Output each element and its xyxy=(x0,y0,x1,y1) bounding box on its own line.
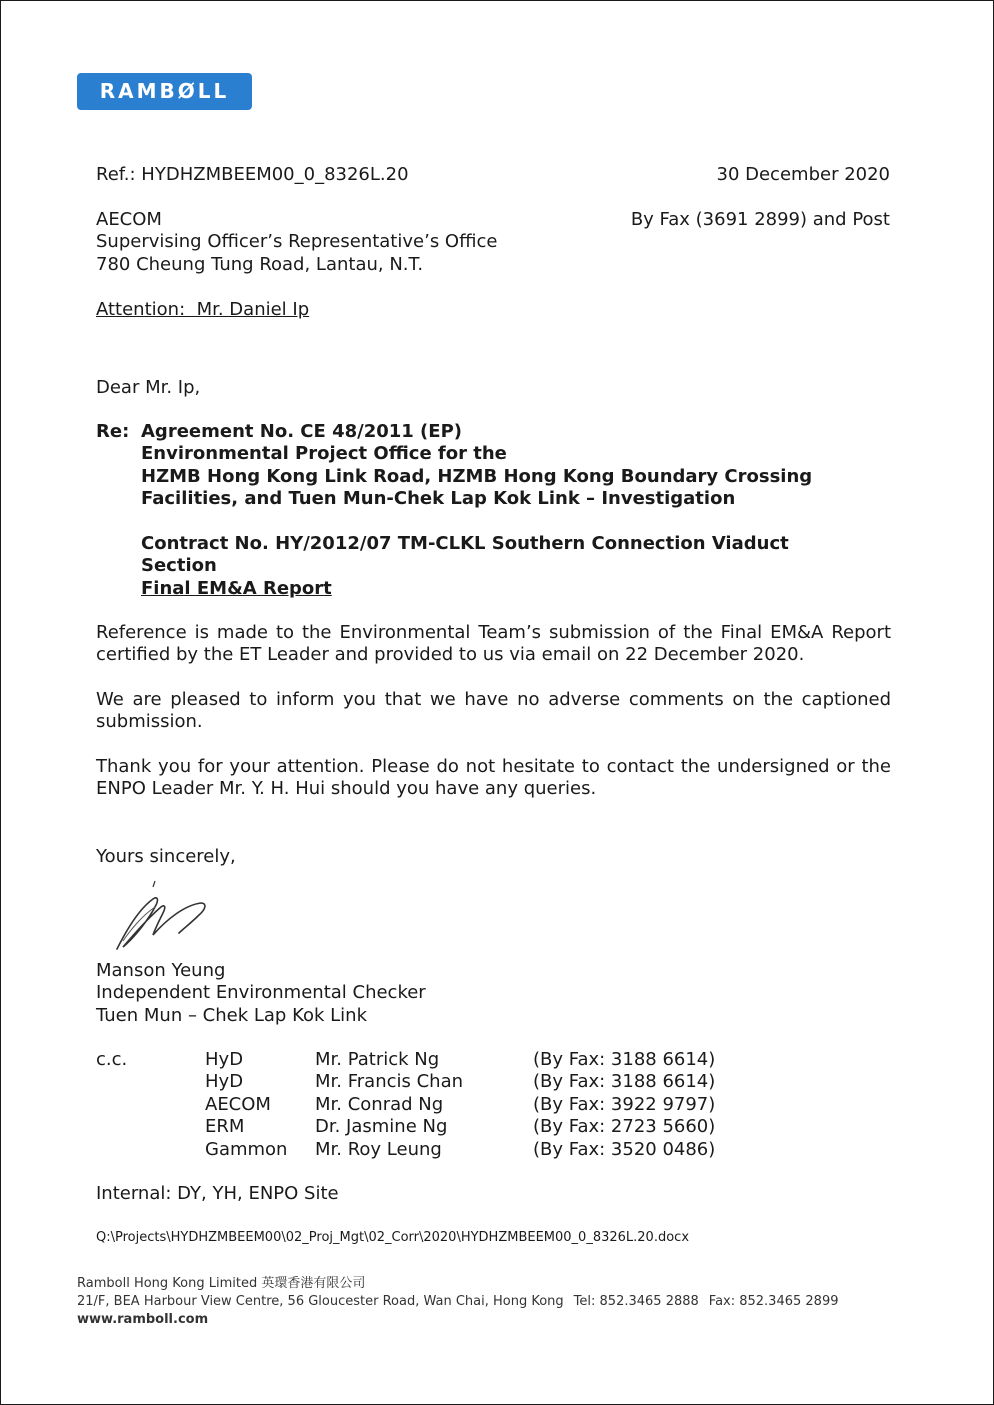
footer-fax: Fax: 852.3465 2899 xyxy=(708,1294,839,1309)
cc-fax: (By Fax: 3188 6614) xyxy=(533,1071,716,1093)
body-paragraph: We are pleased to inform you that we have no adverse comments on the captioned submission. xyxy=(96,689,891,733)
cc-person: Dr. Jasmine Ng xyxy=(315,1116,448,1138)
footer-company: Ramboll Hong Kong Limited 英環香港有限公司 xyxy=(77,1276,366,1291)
subject-line: Environmental Project Office for the xyxy=(141,443,507,465)
footer-address-line xyxy=(77,1293,838,1311)
recipient-line: Supervising Officer’s Representative’s Office xyxy=(96,231,498,253)
delivery-method: By Fax (3691 2899) and Post xyxy=(630,209,890,230)
cc-organisation: Gammon xyxy=(205,1138,288,1160)
contract-line: Section xyxy=(141,555,217,577)
subject-line: Agreement No. CE 48/2011 (EP) xyxy=(141,421,462,442)
letter-date: 30 December 2020 xyxy=(716,164,890,185)
cc-person: Mr. Patrick Ng xyxy=(315,1049,440,1070)
cc-person: Mr. Conrad Ng xyxy=(315,1093,444,1115)
signer-project: Tuen Mun – Chek Lap Kok Link xyxy=(96,1004,367,1026)
file-path: Q:\Projects\HYDHZMBEEM00\02_Proj_Mgt\02_Corr\2020\HYDHZMBEEM00_0_8326L.20.docx xyxy=(96,1230,690,1245)
reference-number: Ref.: HYDHZMBEEM00_0_8326L.20 xyxy=(96,164,409,185)
cc-organisation: ERM xyxy=(205,1116,245,1138)
cc-person: Mr. Roy Leung xyxy=(315,1138,442,1160)
signer-title: Independent Environmental Checker xyxy=(96,982,426,1004)
attention-line: Attention: Mr. Daniel Ip xyxy=(96,299,310,320)
salutation: Dear Mr. Ip, xyxy=(96,377,201,398)
footer-address: 21/F, BEA Harbour View Centre, 56 Gloucester Road, Wan Chai, Hong Kong xyxy=(77,1294,564,1309)
cc-label: c.c. xyxy=(96,1049,128,1070)
contract-line: Contract No. HY/2012/07 TM-CLKL Southern Connection Viaduct xyxy=(141,533,789,555)
ramboll-logo: RAMBØLL xyxy=(77,73,252,110)
cc-fax: (By Fax: 2723 5660) xyxy=(533,1116,716,1138)
footer-website: www.ramboll.com xyxy=(77,1312,209,1327)
subject-label: Re: xyxy=(96,421,130,442)
report-title: Final EM&A Report xyxy=(141,577,332,599)
cc-organisation: HyD xyxy=(205,1071,244,1093)
recipient-address xyxy=(96,209,497,276)
cc-person: Mr. Francis Chan xyxy=(315,1071,464,1093)
recipient-line: AECOM xyxy=(96,209,162,230)
subject-spacer xyxy=(141,511,812,533)
internal-distribution: Internal: DY, YH, ENPO Site xyxy=(96,1183,339,1204)
subject-block xyxy=(141,421,812,600)
cc-organisation: HyD xyxy=(205,1049,244,1070)
footer-tel: Tel: 852.3465 2888 xyxy=(573,1294,699,1309)
cc-fax: (By Fax: 3520 0486) xyxy=(533,1138,716,1160)
company-footer xyxy=(77,1275,838,1329)
subject-line: Facilities, and Tuen Mun-Chek Lap Kok Link – Investigation xyxy=(141,488,736,510)
cc-organisation: AECOM xyxy=(205,1093,271,1115)
cc-fax: (By Fax: 3188 6614) xyxy=(533,1049,716,1070)
body-paragraph: Thank you for your attention. Please do not hesitate to contact the undersigned or the ENPO Leader Mr. Y. H. Hui should you have any queries. xyxy=(96,756,891,800)
recipient-line: 780 Cheung Tung Road, Lantau, N.T. xyxy=(96,253,424,275)
closing: Yours sincerely, xyxy=(96,846,236,867)
signer-block xyxy=(96,960,426,1027)
body-paragraph: Reference is made to the Environmental Team’s submission of the Final EM&A Report certified by the ET Leader and provided to us via email on 22 December 2020. xyxy=(96,622,891,666)
signer-name: Manson Yeung xyxy=(96,960,226,981)
cc-fax: (By Fax: 3922 9797) xyxy=(533,1093,716,1115)
handwritten-signature xyxy=(109,873,219,953)
subject-line: HZMB Hong Kong Link Road, HZMB Hong Kong Boundary Crossing xyxy=(141,465,813,487)
